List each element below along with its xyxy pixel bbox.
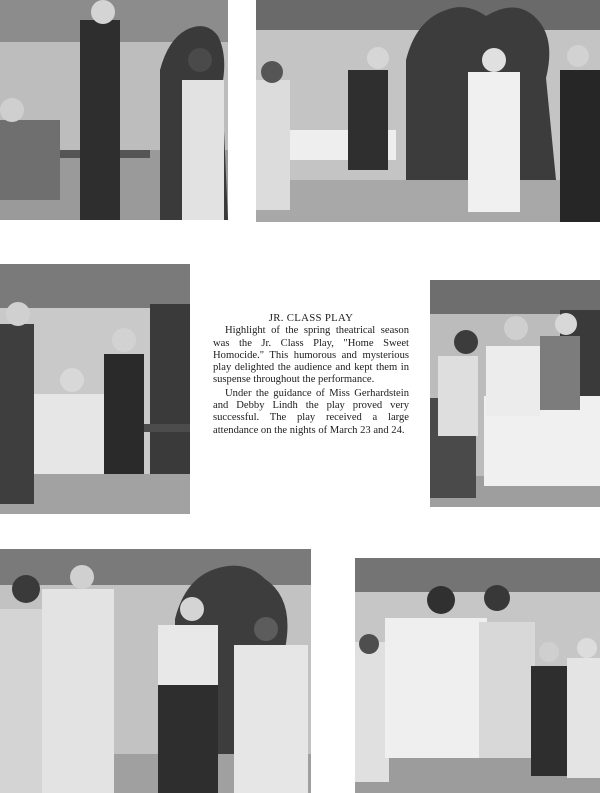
- article: [213, 312, 409, 438]
- photo-top-right-image: [256, 0, 600, 222]
- article-paragraph-2: Under the guidance of Miss Gerhardstein and Debby Lindh the play proved very successful. The play received a large attendance on the nights of March 23 and 24.: [213, 387, 409, 436]
- photo-middle-left-image: [0, 264, 190, 514]
- photo-middle-right-image: [430, 280, 600, 507]
- article-paragraph-1: Highlight of the spring theatrical season was the Jr. Class Play, "Home Sweet Homocide." This humorous and mysterious play delighted the audience and kept them in suspense throughout the performance.: [213, 325, 409, 386]
- article-heading: JR. CLASS PLAY: [268, 312, 354, 324]
- photo-top-left: [0, 0, 228, 220]
- photo-bottom-right-image: [355, 558, 600, 793]
- photo-top-left-image: [0, 0, 228, 220]
- photo-middle-left: [0, 264, 190, 514]
- photo-bottom-right: [355, 558, 600, 793]
- photo-bottom-left: [0, 549, 311, 793]
- photo-middle-right: [430, 280, 600, 507]
- photo-bottom-left-image: [0, 549, 311, 793]
- photo-top-right: [256, 0, 600, 222]
